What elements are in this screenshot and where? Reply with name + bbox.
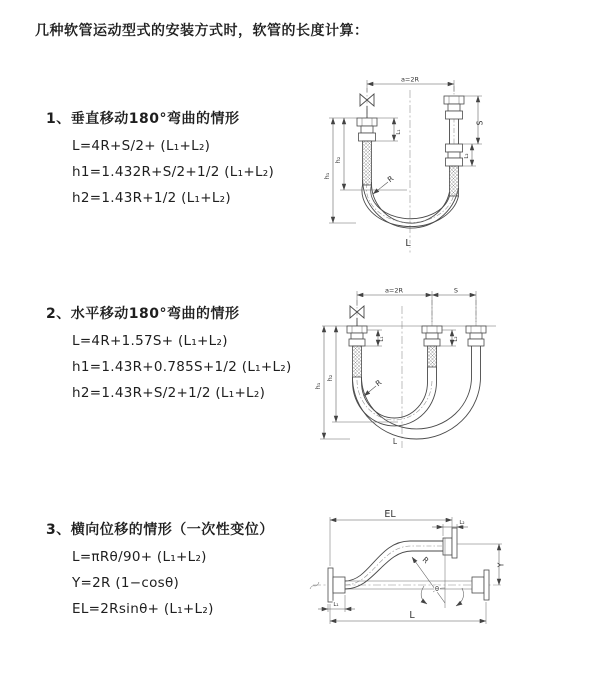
radius-callout	[373, 174, 395, 194]
dim-label-l1: L₁	[396, 129, 402, 135]
right-flange-assembly	[444, 96, 464, 196]
formula-length-1: L=4R+S/2+ (L₁+L₂)	[72, 138, 211, 154]
formula-el: EL=2Rsinθ+ (L₁+L₂)	[72, 601, 214, 617]
dimension-rigid-end-2	[432, 520, 468, 536]
formula-h1-2: h1=1.43R+0.785S+1/2 (L₁+L₂)	[72, 359, 292, 375]
dimension-el	[330, 509, 452, 566]
length-label: L	[409, 610, 415, 621]
dimension-span	[357, 287, 476, 323]
hose-u-bend	[353, 344, 481, 439]
dim-label-l1: L₁	[379, 336, 385, 342]
section-2	[46, 303, 292, 406]
radius-callout	[364, 378, 383, 396]
section-2-heading: 2、水平移动180°弯曲的情形	[46, 306, 240, 322]
formula-length-3: L=πRθ/90+ (L₁+L₂)	[72, 549, 207, 565]
diagram-vertical-180-bend	[310, 70, 600, 265]
diagram-horizontal-180-bend	[310, 282, 600, 454]
section-3-heading: 3、横向位移的情形（一次性变位）	[46, 522, 274, 538]
dimension-rigid-end-1	[318, 595, 355, 612]
dim-label-l2: L₂	[464, 153, 470, 159]
dimension-stroke-s	[459, 96, 485, 166]
valve-symbol	[350, 306, 364, 326]
dim-label-l2: L₂	[459, 520, 465, 526]
dim-label-span: a=2R	[400, 75, 420, 84]
centerlines	[357, 300, 476, 448]
dim-label-h2: h₂	[334, 156, 342, 164]
radius-label: R	[385, 173, 396, 185]
dim-label-stroke: S	[453, 286, 459, 295]
left-flange-assembly	[357, 118, 377, 185]
section-1	[46, 108, 274, 211]
dimension-span	[367, 76, 454, 93]
dim-label-h1: h₁	[323, 172, 331, 180]
diagram-lateral-displacement	[300, 500, 600, 640]
angle-label: θ	[435, 585, 439, 593]
page-title: 几种软管运动型式的安装方式时，软管的长度计算：	[35, 23, 369, 39]
valve-symbol	[360, 94, 374, 118]
formula-h1-1: h1=1.432R+S/2+1/2 (L₁+L₂)	[72, 164, 275, 180]
dim-label-l1: L₁	[333, 602, 339, 608]
radius-label: R	[373, 377, 384, 389]
dim-label-el: EL	[384, 509, 396, 520]
dimension-rigid-ends	[365, 330, 459, 346]
formula-offset-y: Y=2R (1−cosθ)	[72, 575, 180, 591]
right-flange-assembly	[466, 326, 486, 346]
length-label: L	[392, 437, 398, 446]
section-1-formulas	[46, 133, 274, 211]
middle-flange-assembly	[422, 326, 442, 367]
left-flange-assembly	[328, 568, 345, 602]
dim-label-l2: L₂	[453, 336, 459, 342]
dim-label-stroke: S	[475, 120, 485, 126]
length-label: L	[405, 238, 411, 249]
formula-length-2: L=4R+1.57S+ (L₁+L₂)	[72, 333, 228, 349]
radius-label: R	[420, 555, 431, 566]
formula-h2-2: h2=1.43R+S/2+1/2 (L₁+L₂)	[72, 385, 266, 401]
dim-label-y: Y	[496, 562, 506, 568]
dim-label-span: a=2R	[384, 286, 404, 295]
section-2-formulas	[46, 328, 292, 406]
section-1-heading: 1、垂直移动180°弯曲的情形	[46, 111, 240, 127]
hose-s-curve	[345, 541, 443, 589]
dimension-length	[330, 602, 486, 624]
dim-label-h2: h₂	[326, 374, 334, 382]
left-flange-assembly	[347, 326, 367, 377]
section-3-formulas	[46, 544, 274, 622]
dim-label-h1: h₁	[314, 382, 322, 390]
section-3	[46, 519, 274, 622]
formula-h2-1: h2=1.43R+1/2 (L₁+L₂)	[72, 190, 231, 206]
